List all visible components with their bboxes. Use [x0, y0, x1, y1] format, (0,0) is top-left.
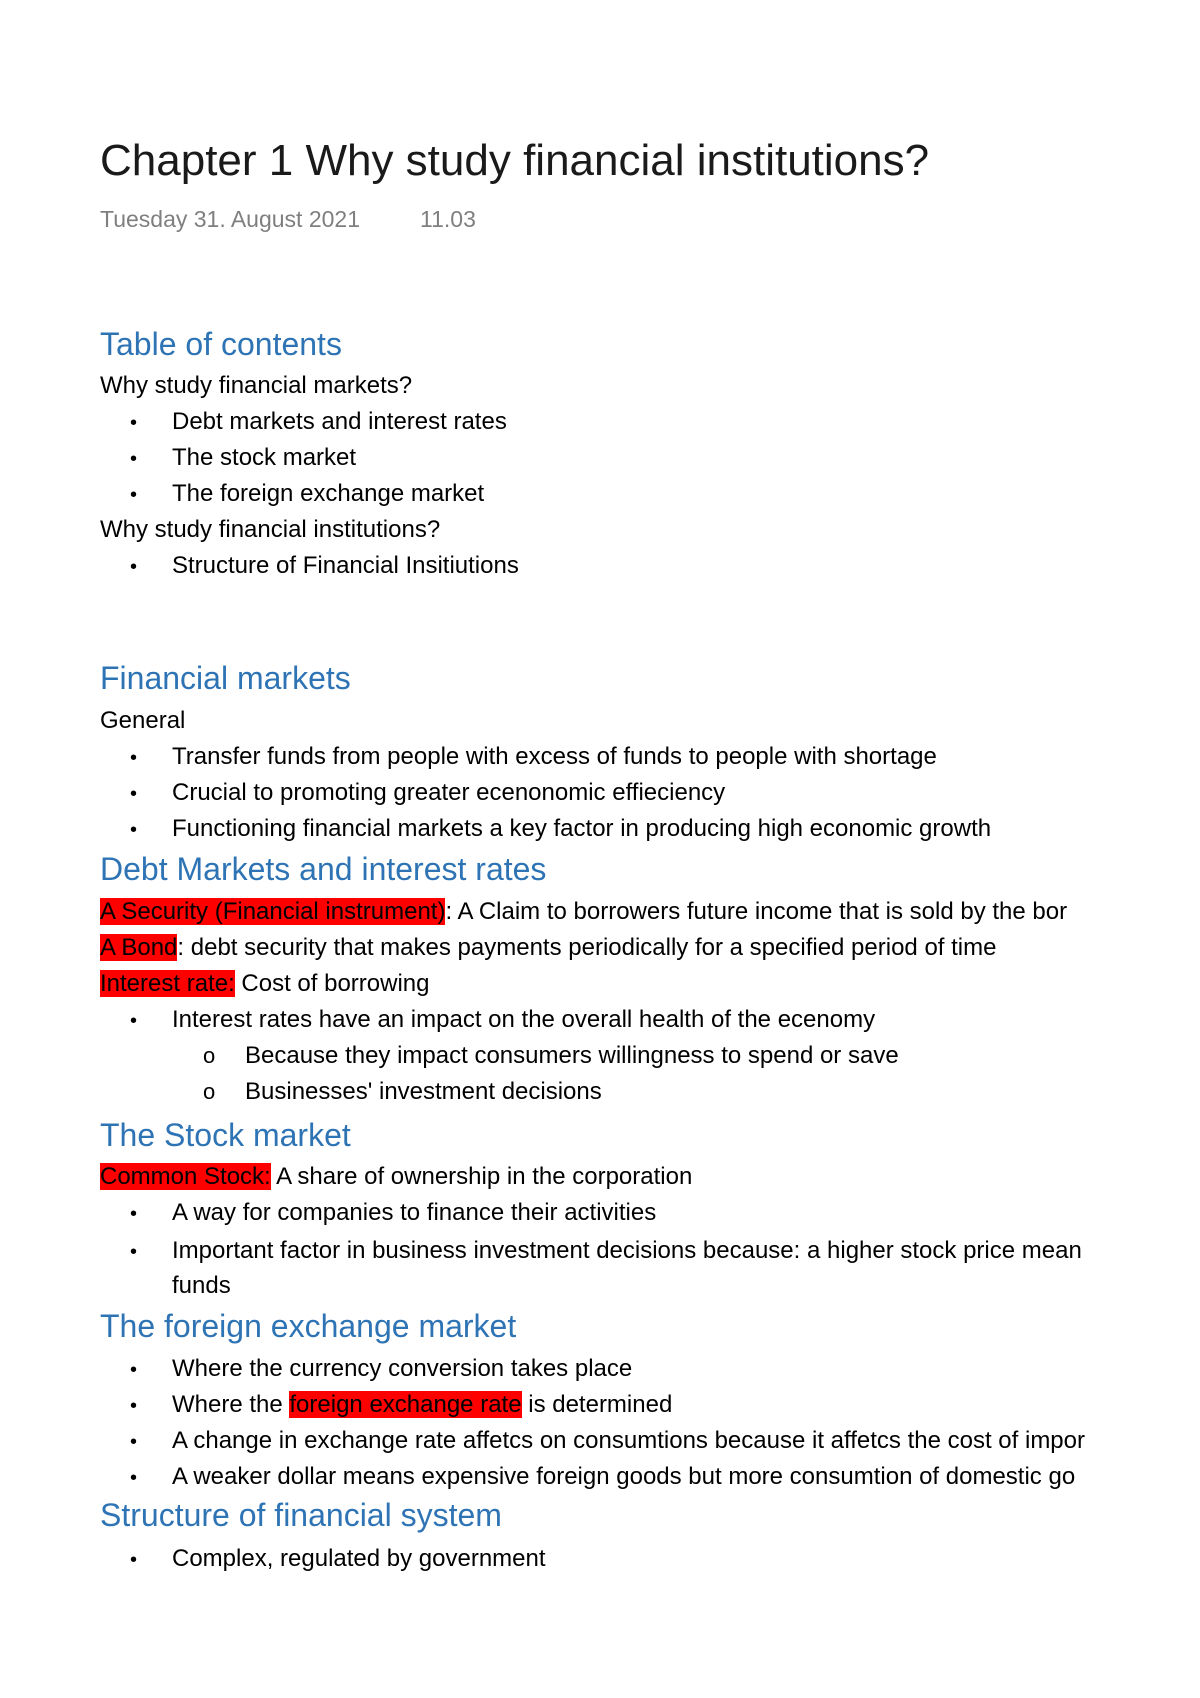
section-heading-financial-markets: Financial markets: [100, 660, 351, 696]
bullet-icon: •: [130, 412, 138, 434]
bullet-icon: •: [130, 747, 138, 769]
page-title: Chapter 1 Why study financial institutions?: [100, 136, 930, 185]
section-heading-debt-markets: Debt Markets and interest rates: [100, 851, 547, 887]
bullet-icon: •: [130, 1241, 138, 1263]
toc-line: Why study financial institutions?: [100, 516, 441, 543]
list-item: • Where the foreign exchange rate is determined: [130, 1391, 673, 1418]
list-item: • Important factor in business investment decisions because: a higher stock price mean: [130, 1237, 1082, 1264]
definition-line: Interest rate: Cost of borrowing: [100, 970, 430, 997]
definition-line: A Bond: debt security that makes payments periodically for a specified period of time: [100, 934, 997, 961]
list-item: • Interest rates have an impact on the overall health of the ecenomy: [130, 1006, 876, 1033]
list-item-continuation: funds: [172, 1272, 231, 1299]
section-heading-fx-market: The foreign exchange market: [100, 1308, 517, 1344]
definition-line: A Security (Financial instrument): A Claim to borrowers future income that is sold by the bor: [100, 898, 1068, 925]
list-item: • A way for companies to finance their activities: [130, 1199, 657, 1226]
toc-item: • The foreign exchange market: [130, 480, 485, 507]
bullet-icon: •: [130, 484, 138, 506]
highlighted-term: Common Stock:: [100, 1163, 271, 1190]
highlighted-term: A Security (Financial instrument): [100, 898, 446, 925]
bullet-icon: •: [130, 1431, 138, 1453]
list-item: • A change in exchange rate affetcs on consumtions because it affetcs the cost of impor: [130, 1427, 1085, 1454]
list-item: • Transfer funds from people with excess of funds to people with shortage: [130, 743, 937, 770]
section-heading-structure: Structure of financial system: [100, 1497, 502, 1533]
definition-line: Common Stock: A share of ownership in the corporation: [100, 1163, 693, 1190]
bullet-icon: •: [130, 1395, 138, 1417]
circle-bullet-icon: o: [203, 1079, 216, 1104]
sub-list-item: o Businesses' investment decisions: [203, 1078, 602, 1105]
page-time: 11.03: [420, 206, 476, 232]
list-item: • A weaker dollar means expensive foreign goods but more consumtion of domestic go: [130, 1463, 1076, 1490]
circle-bullet-icon: o: [203, 1043, 216, 1068]
bullet-icon: •: [130, 1203, 138, 1225]
sub-list-item: o Because they impact consumers willingness to spend or save: [203, 1042, 899, 1069]
page-meta: [100, 206, 476, 233]
bullet-icon: •: [130, 556, 138, 578]
page-date: Tuesday 31. August 2021: [100, 206, 361, 232]
toc-item: • Structure of Financial Insitiutions: [130, 552, 519, 579]
highlighted-term: Interest rate:: [100, 970, 235, 997]
section-subheading: General: [100, 707, 186, 734]
list-item: • Where the currency conversion takes place: [130, 1355, 633, 1382]
highlighted-term: foreign exchange rate: [289, 1391, 522, 1418]
bullet-icon: •: [130, 1010, 138, 1032]
toc-heading: Table of contents: [100, 326, 342, 362]
list-item: • Crucial to promoting greater ecenonomic effieciency: [130, 779, 726, 806]
list-item: • Functioning financial markets a key factor in producing high economic growth: [130, 815, 992, 842]
toc-item: • Debt markets and interest rates: [130, 408, 507, 435]
bullet-icon: •: [130, 783, 138, 805]
toc-item: • The stock market: [130, 444, 357, 471]
bullet-icon: •: [130, 1359, 138, 1381]
bullet-icon: •: [130, 819, 138, 841]
bullet-icon: •: [130, 448, 138, 470]
toc-line: Why study financial markets?: [100, 372, 413, 399]
highlighted-term: A Bond: [100, 934, 178, 961]
list-item: • Complex, regulated by government: [130, 1545, 546, 1572]
bullet-icon: •: [130, 1467, 138, 1489]
section-heading-stock-market: The Stock market: [100, 1117, 351, 1153]
bullet-icon: •: [130, 1549, 138, 1571]
